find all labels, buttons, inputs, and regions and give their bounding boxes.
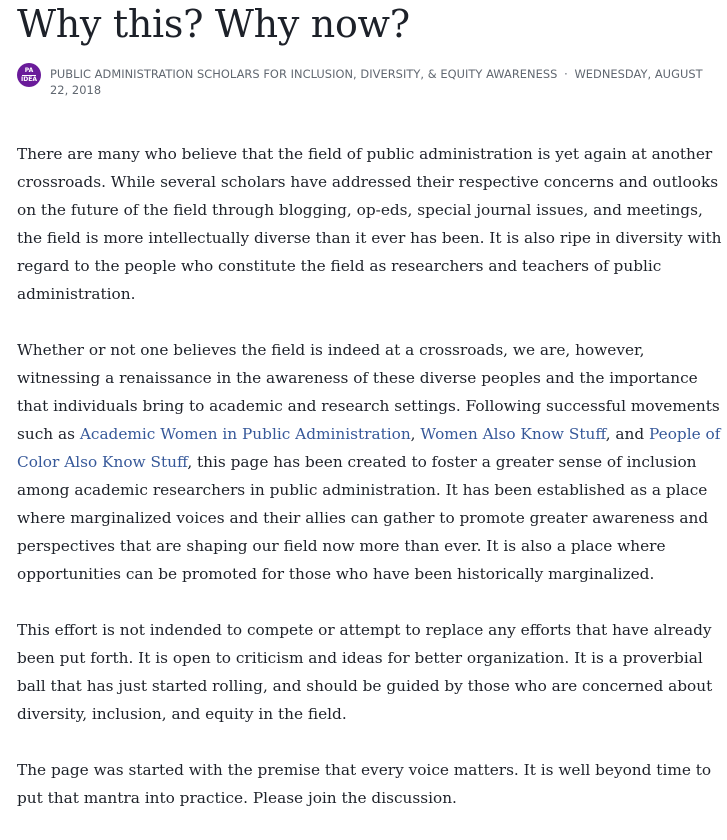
link-academic-women-in-public-administration[interactable]: Academic Women in Public Administration xyxy=(79,425,411,443)
article-meta xyxy=(50,66,716,98)
paragraph-1: There are many who believe that the field of public administration is yet again at another crossroads. While several scholars have addressed their respective concerns and outlooks on the future of the field through blogging, op-eds, special journal issues, and meetings, the field is more intellectually diverse than it ever has been. It is also ripe in diversity with regard to the people who constitute the field as researchers and teachers of public administration. xyxy=(17,145,722,303)
byline xyxy=(17,63,717,98)
publish-date: WEDNESDAY, AUGUST 22, 2018 xyxy=(50,67,703,97)
article-body xyxy=(17,140,723,840)
link-women-also-know-stuff[interactable]: Women Also Know Stuff xyxy=(420,425,606,443)
paragraph-2-text-d: , this page has been created to foster a greater sense of inclusion among academic researchers in public administration. It has been established as a place where marginalized voices and their allies can gather to promote greater awareness and perspectives that are shaping our field now more than ever. It is also a place where opportunities can be promoted for those who have been historically marginalized. xyxy=(17,453,709,583)
author-name[interactable]: PUBLIC ADMINISTRATION SCHOLARS FOR INCLUSION, DIVERSITY, & EQUITY AWARENESS xyxy=(50,67,558,81)
meta-separator: · xyxy=(564,67,568,81)
paragraph-3: This effort is not indended to compete or attempt to replace any efforts that have already been put forth. It is open to criticism and ideas for better organization. It is a proverbial ball that has just started rolling, and should be guided by those who are concerned about diversity, inclusion, and equity in the field. xyxy=(17,621,713,723)
link-people-of-color-also-know-stuff[interactable]: People of Color Also Know Stuff xyxy=(17,425,721,471)
avatar-text-bottom: IDEA xyxy=(21,75,37,83)
avatar-text-top: PA xyxy=(24,66,34,74)
paragraph-4: The page was started with the premise that every voice matters. It is well beyond time to put that mantra into practice. Please join the discussion. xyxy=(17,761,712,807)
article-title: Why this? Why now? xyxy=(17,2,410,46)
author-avatar[interactable] xyxy=(17,63,41,87)
paragraph-2-text-a: Whether or not one believes the field is indeed at a crossroads, we are, however, witnessing a renaissance in the awareness of these diverse peoples and the importance that individuals bring to academic and research settings. Following successful movements such as xyxy=(17,341,720,443)
paragraph-2-text-b: , xyxy=(410,425,421,443)
paragraph-2 xyxy=(17,336,723,588)
paragraph-2-text-c: , and xyxy=(605,425,650,443)
